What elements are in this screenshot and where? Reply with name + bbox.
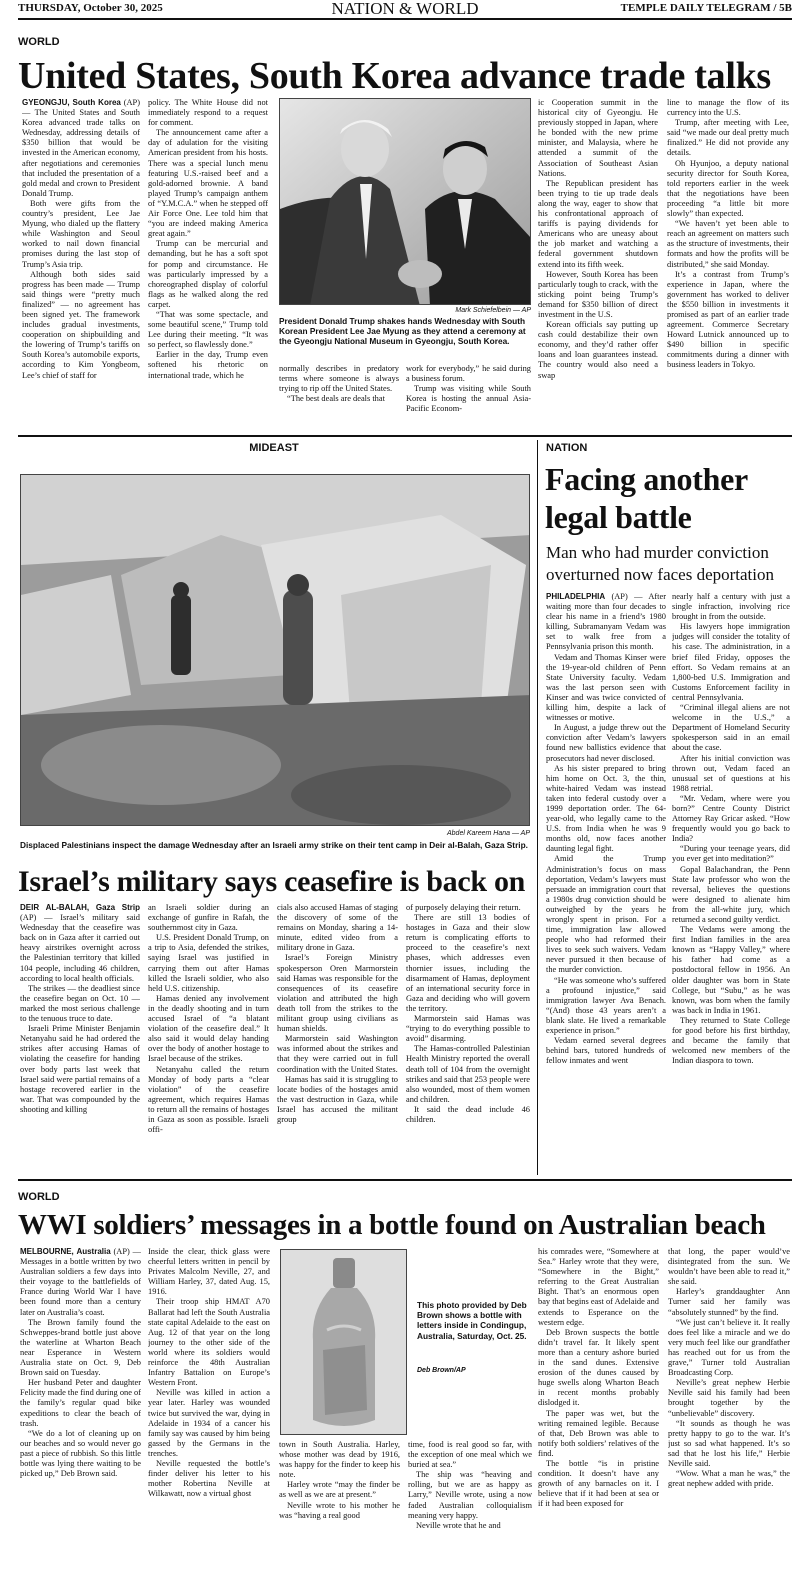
deck-line-2: overturned now faces deportation [546,565,774,584]
column-divider [537,440,538,1175]
headline: Israel’s military says ceasefire is back on [18,865,526,898]
article-column: MELBOURNE, Australia (AP) — Messages in a bottle written by two Australian soldiers a few days into their voyage to the battlefields of France during World War I have been found more than a century later on Australia’s coast. The Brown family found the Schweppes-brand bottle just above the waterline at Wharton Beach near Esperance in Western Australia state on Oct. 9, Deb Brown said on Tuesday. Her husband Peter and daughter Felicity made the find during one of the family’s regular quad bike expeditions to clear the beach of trash. “We do a lot of cleaning up on our beaches and so would never go past a piece of rubbish. So this little bottle was lying there waiting to be picked up,” Deb Brown said. [20,1247,141,1479]
photo-caption: Displaced Palestinians inspect the damage Wednesday after an Israeli army strike on their tent camp in Deir al-Balah, Gaza Strip. [20,840,528,850]
article-column: an Israeli soldier during an exchange of gunfire in Rafah, the southernmost city in Gaza. U.S. President Donald Trump, on a trip to Asia, defended the strikes, saying Israel was justified in carrying them out after Hamas killed the Israeli soldier, who also held U.S. citizenship. Hamas denied any involvement in the deadly shooting and in turn accused Israel of “a blatant violation of the ceasefire deal.” It also said it would delay handing over the body of another hostage to Israel because of the strikes. Netanyahu called the return Monday of body parts a “clear violation” of the ceasefire agreement, which requires Hamas to return all the remains of hostages in Gaza as soon as possible. Israeli offi- [148,903,269,1135]
photo-caption: This photo provided by Deb Brown shows a bottle with letters inside in Condingup, Australia, Saturday, Oct. 25. [417,1300,527,1341]
page-number: TEMPLE DAILY TELEGRAM / 5B [620,2,792,14]
photo-credit: Mark Schiefelbein — AP [455,307,531,314]
section-label: WORLD [18,36,60,48]
section-label: WORLD [18,1191,60,1203]
headline: United States, South Korea advance trade talks [18,55,771,97]
masthead [18,0,792,18]
section-title: NATION & WORLD [331,0,479,18]
dateline: MELBOURNE, Australia [20,1247,111,1256]
article-column: that long, the paper would’ve disintegrated from the sun. We wouldn’t have been able to read it,” she said. Harley’s granddaughter Ann Turner said her family was “absolutely stunned” by the find. “We just can’t believe it. It really does feel like a miracle and we do very much feel like our grandfather has reached out for us from the grave,” Turner told Australian Broadcasting Corp. Neville’s great nephew Herbie Neville said his family had been brought together by the “unbelievable” discovery. “It sounds as though he was pretty happy to go to the war. It’s just so sad what happened. It’s so sad that he lost his life,” Herbie Neville said. “Wow. What a man he was,” the great nephew added with pride. [668,1247,790,1489]
handshake-photo [280,99,531,305]
photo-handshake [279,98,531,305]
dateline: DEIR AL-BALAH, Gaza Strip [20,903,140,912]
article-column: policy. The White House did not immediately respond to a request for comment. The announcement came after a day of adulation for the visiting American president from his hosts. There was a special lunch menu featuring U.S.-raised beef and a gold-adorned brownie. A band played Trump’s campaign anthem of “Y.M.C.A.” when he stepped off Air Force One. Lee told him that “you are indeed making America great again.” Trump can be mercurial and demanding, but he has a soft spot for pomp and circumstance. He was particularly impressed by a choreographed display of colorful flags as he walked along the red carpet. “That was some spectacle, and some beautiful scene,” Trump told Lee during their meeting. “It was so perfect, so flawlessly done.” Earlier in the day, Trump even softened his rhetoric on international trade, which he [148,98,268,380]
article-column: Inside the clear, thick glass were cheerful letters written in pencil by Privates Malcolm Neville, 27, and William Harley, 37, dated Aug. 15, 1916. Their troop ship HMAT A70 Ballarat had left the South Australia state capital Adelaide to the east on Aug. 12 of that year on the long journey to the other side of the world where its soldiers would reinforce the 48th Australian Infantry Battalion on Europe’s Western Front. Neville was killed in action a year later. Harley was wounded twice but survived the war, dying in Adelaide in 1934 of a cancer his family say was caused by him being gassed by the Germans in the trenches. Neville requested the bottle’s finder deliver his letter to his mother Robertina Neville at Wilkawatt, now a virtual ghost [148,1247,270,1499]
section-label: MIDEAST [249,442,299,454]
article-column: cials also accused Hamas of staging the discovery of some of the remains on Monday, sharing a 14-minute, edited video from a military drone in Gaza. Israel’s Foreign Ministry spokesperson Oren Marmorstein said Hamas was responsible for the consequences of its ceasefire violation and attributed the high death toll from the strikes to the militant group using civilians as human shields. Marmorstein said Washington was informed about the strikes and that they were carried out in full coordination with the United States. Hamas has said it is struggling to locate bodies of the hostages amid the vast destruction in Gaza, while Israel has accused the militant group [277,903,398,1124]
article-column: ic Cooperation summit in the historical city of Gyeongju. He previously stopped in Japan, where he bonded with the new prime minister, and Malaysia, where he attended a summit of the Association of Southeast Asian Nations. The Republican president has been trying to tie up trade deals along the way, eager to show that his confrontational approach of tariffs is paying dividends for Americans who are uneasy about the job market and watching a federal government shutdown extend into its fifth week. However, South Korea has been particularly tough to crack, with the sticking point being Trump’s demand for $350 billion of direct investment in the U.S. Korean officials say putting up cash could destabilize their own economy, and they’d rather offer loans and loan guarantees instead. The country would also need a swap [538,98,658,380]
section-label: NATION [546,442,588,454]
article-column: GYEONGJU, South Korea (AP) — The United States and South Korea advanced trade talks on Wednesday, addressing details of $350 billion that would be invested in the American economy, after negotiations and ceremonies that included the presentation of a gold medal and crown to President Donald Trump. Both were gifts from the country’s president, Lee Jae Myung, who dialed up the flattery while Washington and Seoul worked to nail down financial promises during the last stop of Trump’s Asia trip. Although both sides said progress has been made — Trump said things were “pretty much finalized” — no agreement has been signed yet. The framework includes gradual investments, cooperation on shipbuilding and the lowering of Trump’s tariffs on South Korea’s automobile exports, according to Kim Yongbeom, Lee’s chief of staff for [22,98,140,380]
headline: WWI soldiers’ messages in a bottle found on Australian beach [18,1209,766,1241]
article-column: time, food is real good so far, with the exception of one meal which we buried at sea.” The ship was “heaving and rolling, but we are as happy as Larry,” Neville wrote, using a now faded Australian colloquialism meaning very happy. Neville wrote that he and [408,1440,532,1530]
dateline: PHILADELPHIA [546,592,606,601]
article-column: of purposely delaying their return. There are still 13 bodies of hostages in Gaza and their slow return is complicating efforts to proceed to the ceasefire’s next phases, which addresses even thornier issues, including the disarmament of Hamas, deployment of an international security force in Gaza and deciding who will govern the territory. Marmorstein said Hamas was “trying to do everything possible to avoid” disarming. The Hamas-controlled Palestinian Health Ministry reported the overall death toll of 104 from the overnight strikes and said that 253 people were also wounded, most of them women and children. It said the dead include 46 children. [406,903,530,1124]
photo-caption: President Donald Trump shakes hands Wednesday with South Korean President Lee Jae Myung as they attend a ceremony at the Gyeongju National Museum in Gyeongju, South Korea. [279,316,526,347]
dateline: GYEONGJU, South Korea [22,98,121,107]
article-column: DEIR AL-BALAH, Gaza Strip (AP) — Israel’s military said Wednesday that the ceasefire was back on in Gaza after it carried out heavy airstrikes overnight across the Palestinian territory that killed 104 people, including 46 children, according to local health officials. The strikes — the deadliest since the ceasefire began on Oct. 10 — marked the most serious challenge to the tenuous truce to date. Israeli Prime Minister Benjamin Netanyahu said he had ordered the strikes after accusing Hamas of violating the ceasefire for handing over body parts last week that Israel said were partial remains of a hostage recovered earlier in the war. That was compounded by the shooting and killing [20,903,140,1114]
article-column: work for everybody,” he said during a business forum. Trump was visiting while South Korea is hosting the annual Asia-Pacific Econom- [406,364,531,414]
article-column: nearly half a century with just a single infraction, involving rice brought in from the outside. His lawyers hope immigration judges will consider the totality of his case. The administration, in a brief filed Friday, opposes the effort. So Vedam remains at an 1,800-bed U.S. Immigration and Customs Enforcement facility in central Pennsylvania. “Criminal illegal aliens are not welcome in the U.S.,” a Department of Homeland Security spokesperson said in an email about the case. After his initial conviction was thrown out, Vedam faced an unusual set of questions at his 1988 retrial. “Mr. Vedam, where were you born?” Centre County District Attorney Ray Gricar asked. “How frequently would you go back to India? “During your teenage years, did you ever get into meditation?” Gopal Balachandran, the Penn State law professor who won the reversal, believes the questions were designed to alienate him from the all-white jury, which returned a second guilty verdict. The Vedams were among the first Indian families in the area known as “Happy Valley,” where his father had come as a postdoctoral fellow in 1956. An older daughter was born in State College, but “Subu,” as he was known, was born when the family was back in India in 1961. They returned to State College for good before his first birthday, and became the family that welcomed new members of the Indian diaspora to town. [672,592,790,1066]
bottle-photo [281,1250,407,1435]
issue-date: THURSDAY, October 30, 2025 [18,2,163,14]
section-divider [18,1179,792,1181]
photo-bottle [280,1249,407,1435]
headline-line-1: Facing another [545,461,748,497]
gaza-camp-photo [21,475,530,826]
photo-credit: Abdel Kareem Hana — AP [446,830,530,837]
article-column: town in South Australia. Harley, whose mother was dead by 1916, was happy for the finder to keep his note. Harley wrote “may the finder be as well as we are at present.” Neville wrote to his mother he was “having a real good [279,1440,400,1520]
section-divider [18,435,792,437]
article-column: his comrades were, “Somewhere at Sea.” Harley wrote that they were, “Somewhere in the Bight,” referring to the Great Australian Bight. That’s an enormous open bay that begins east of Adelaide and extends to Esperance on the western edge. Deb Brown suspects the bottle didn’t travel far. It likely spent more than a century ashore buried in the sand dunes. Extensive erosion of the dunes caused by huge swells along Wharton Beach in recent months probably dislodged it. The paper was wet, but the writing remained legible. Because of that, Deb Brown was able to notify both soldiers’ relatives of the find. The bottle “is in pristine condition. It doesn’t have any growth of any barnacles on it. I believe that if it had been at sea or if it had been exposed for [538,1247,659,1509]
deck-line-1: Man who had murder conviction [546,543,769,562]
article-column: PHILADELPHIA (AP) — After waiting more than four decades to clear his name in a friend’s 1980 killing, Subramanyam Vedam was set to walk free from a Pennsylvania prison this month. Vedam and Thomas Kinser were the 19-year-old children of Penn State University faculty. Vedam was the last person seen with Kinser and was twice convicted of killing him, despite a lack of witnesses or motive. In August, a judge threw out the conviction after Vedam’s lawyers found new ballistics evidence that prosecutors had never disclosed. As his sister prepared to bring him home on Oct. 3, the thin, white-haired Vedam was instead taken into federal custody over a 1999 deportation order. The 64-year-old, who legally came to the U.S. from India when he was 9 months old, now faces another daunting legal fight. Amid the Trump Administration’s focus on mass deportation, Vedam’s lawyers must persuade an immigration court that a 1980s drug conviction should be outweighed by the years he wrongly spent in prison. For a time, immigration law allowed people who had reformed their lives to seek such waivers. Vedam never pursued it then because of the murder conviction. “He was someone who’s suffered a profound injustice,” said immigration lawyer Ava Benach. “(And) those 43 years aren’t a blank slate. He lived a remarkable experience in prison.” Vedam earned several degrees behind bars, tutored hundreds of fellow inmates and went [546,592,666,1066]
photo-credit: Deb Brown/AP [417,1367,466,1374]
article-column: line to manage the flow of its currency into the U.S. Trump, after meeting with Lee, said “we made our deal pretty much finalized.” He did not provide any details. Oh Hyunjoo, a deputy national security director for South Korea, told reporters earlier in the week that the negotiations have been proceeding “a little bit more slowly” than expected. “We haven’t yet been able to reach an agreement on matters such as the structure of investments, their formats and how the profits will be distributed,” she said Monday. It’s a contrast from Trump’s experience in Japan, where the government has worked to deliver the $550 billion in investments it promised as part of an earlier trade agreement. Commerce Secretary Howard Lutnick announced up to $490 billion in specific commitments during a dinner with business leaders in Tokyo. [667,98,789,370]
headline-line-2: legal battle [545,499,692,535]
article-column: normally describes in predatory terms where someone is always trying to rip off the United States. “The best deals are deals that [279,364,399,404]
photo-gaza-camp [20,474,530,826]
masthead-rule [18,18,792,20]
